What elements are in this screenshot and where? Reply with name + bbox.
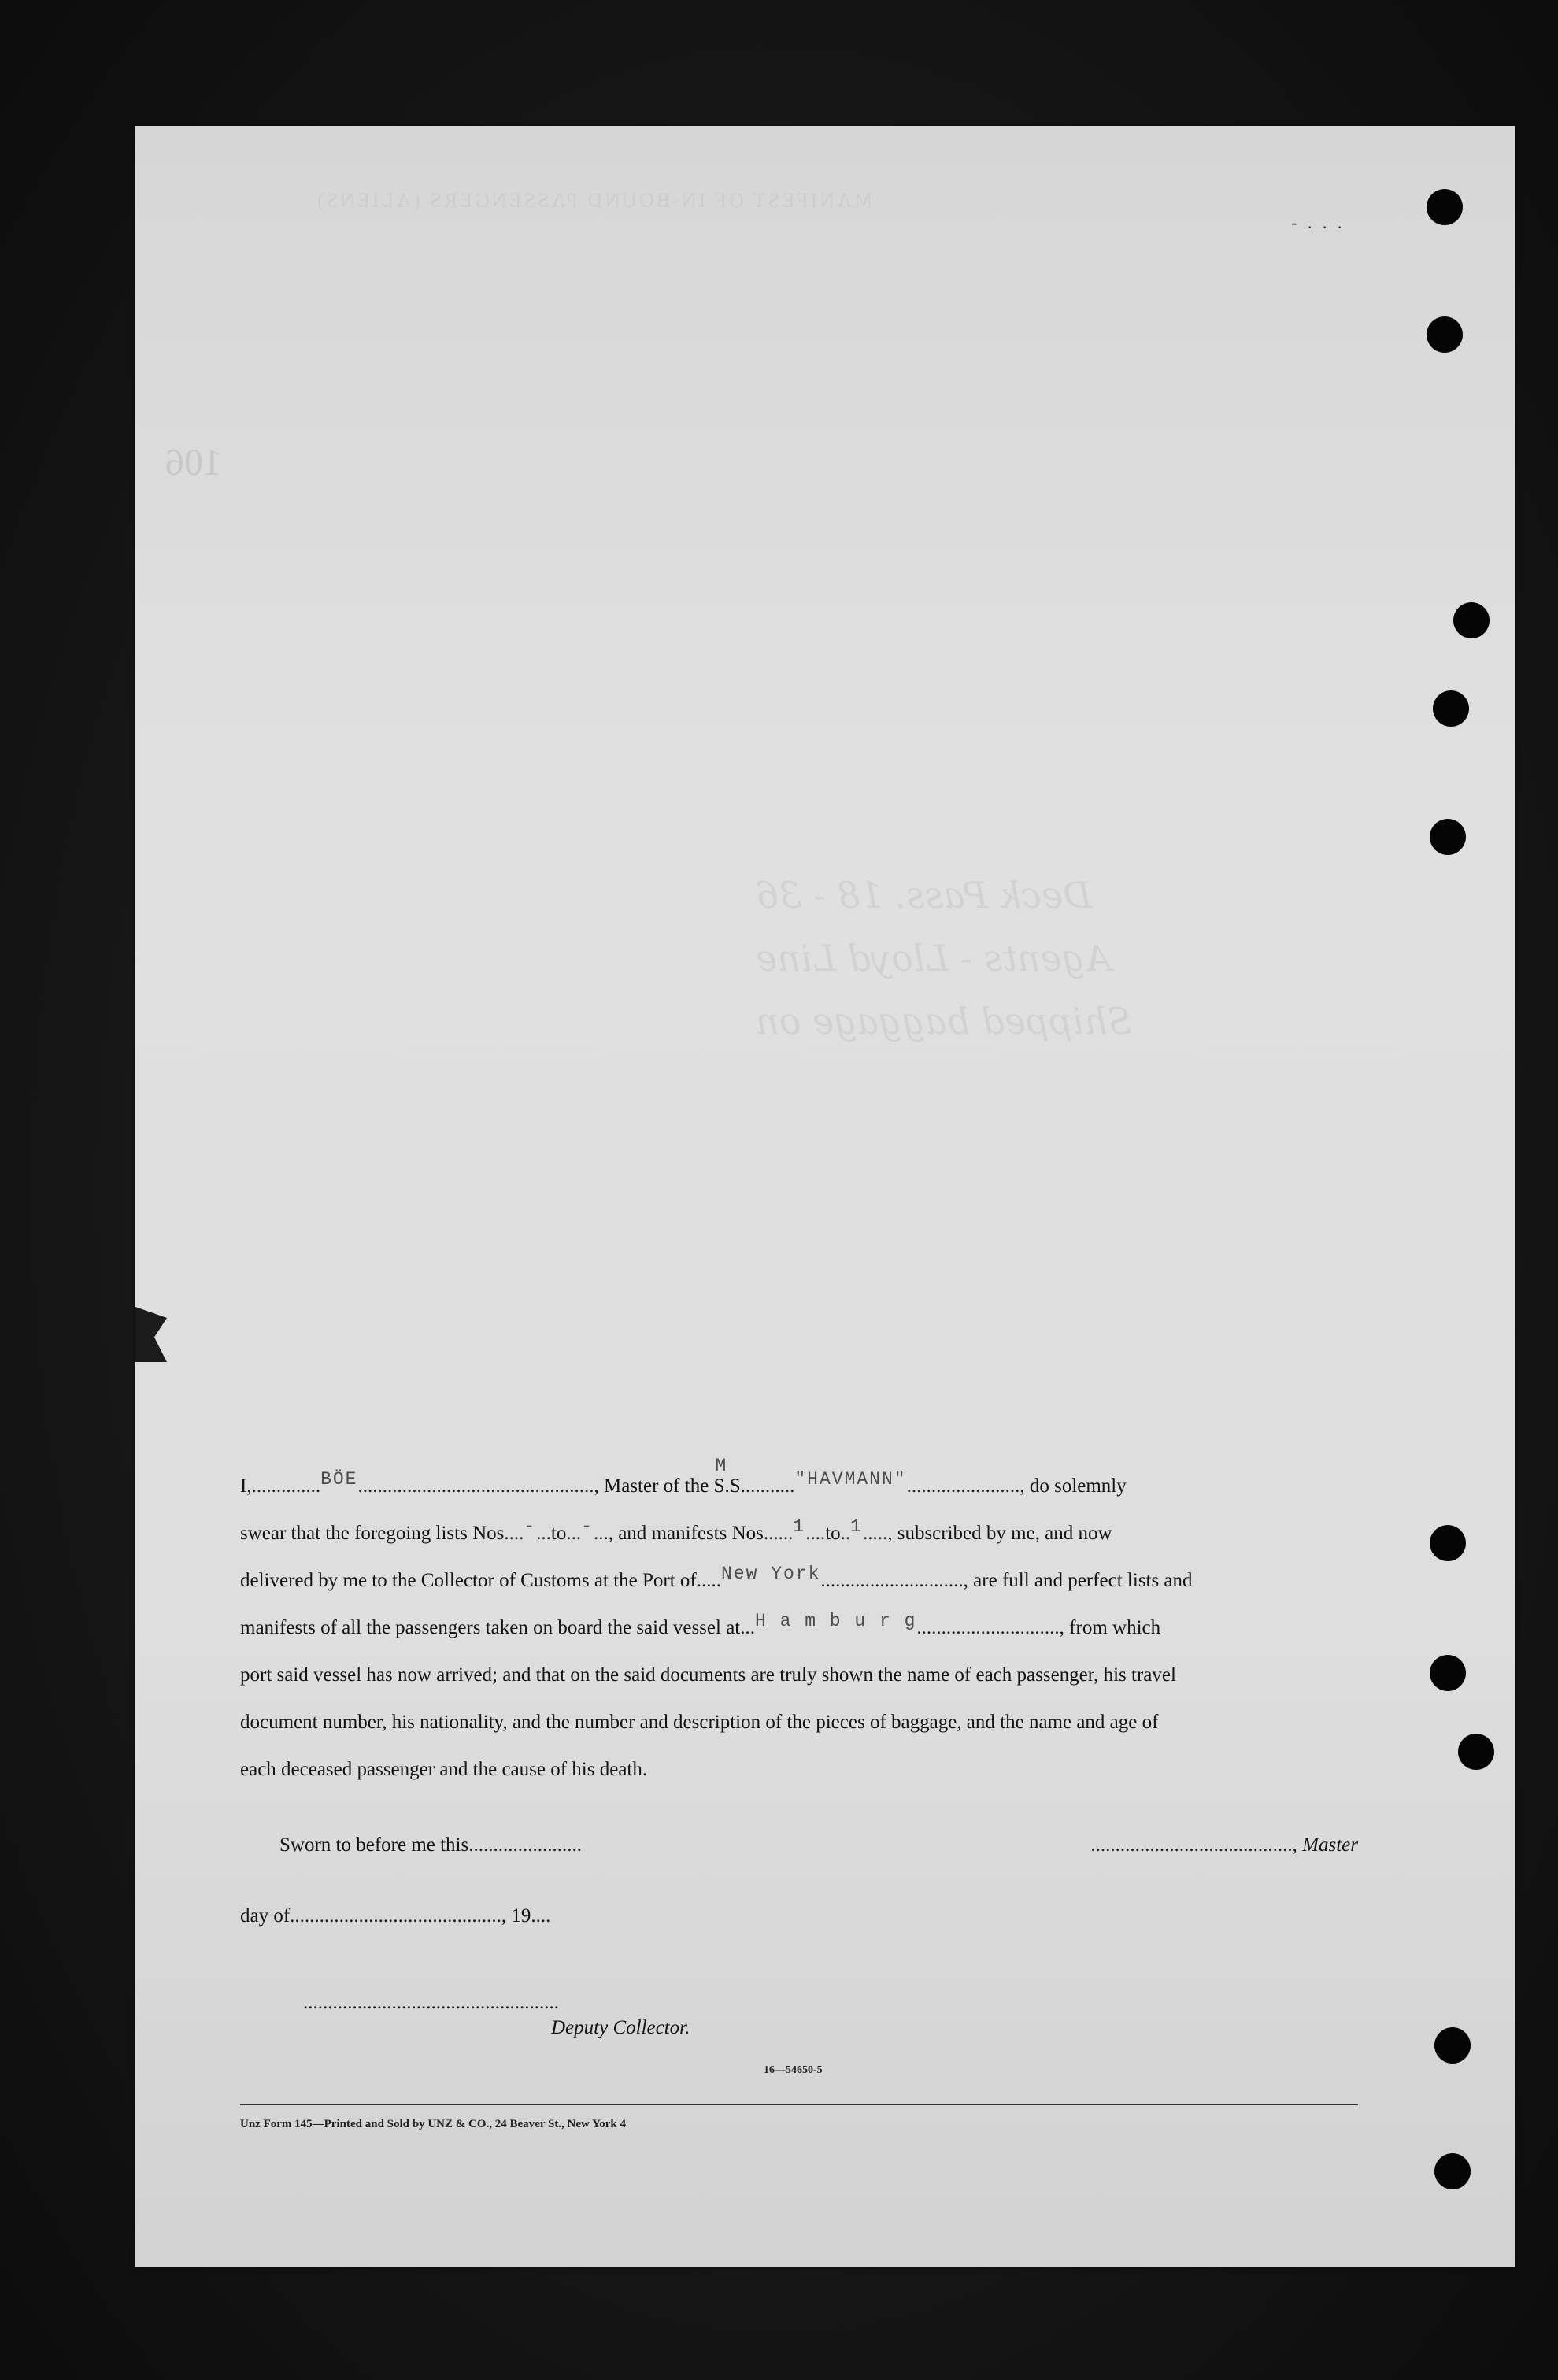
deputy-signature-line: .................................................... <box>303 1992 559 2013</box>
punch-hole <box>1458 1734 1494 1770</box>
master-name-field: BÖE <box>320 1469 358 1490</box>
oath-line-7 <box>240 1746 1358 1793</box>
oath-text: , Master of the <box>594 1475 709 1497</box>
oath-text: swear that the foregoing lists Nos. <box>240 1523 509 1544</box>
oath-line-5 <box>240 1652 1358 1699</box>
corner-mark: - . . . <box>1291 213 1345 232</box>
master-signature-line: ........................................., Master <box>1090 1834 1358 1856</box>
bleed-through-handwriting: Shipped baggage on <box>756 1000 1132 1042</box>
manifest-page <box>135 126 1515 2267</box>
punch-hole <box>1427 316 1463 353</box>
manifest-from-field: 1 <box>793 1516 806 1537</box>
sworn-line: Sworn to before me this....................... <box>279 1834 582 1856</box>
port-field: New York <box>721 1564 821 1584</box>
oath-text: , and manifests Nos. <box>608 1523 769 1544</box>
punch-hole <box>1434 2027 1471 2064</box>
oath-text: , from which <box>1059 1617 1161 1638</box>
punch-hole <box>1430 819 1466 855</box>
bleed-through-header: MANIFEST OF IN-BOUND PASSENGERS (ALIENS) <box>315 189 872 212</box>
oath-text: delivered by me to the Collector of Customs at the Port of <box>240 1570 697 1591</box>
oath-text: to <box>825 1523 841 1544</box>
form-code: 16—54650-5 <box>764 2064 823 2076</box>
bleed-through-number: 106 <box>165 442 222 483</box>
oath-text: port said vessel has now arrived; and that on the said documents are truly shown the name of each passenger, his travel <box>240 1664 1176 1686</box>
oath-paragraph <box>240 1456 1358 1793</box>
vessel-name-field: "HAVMANN" <box>794 1469 907 1490</box>
bleed-through-handwriting: Agents - Lloyd Line <box>756 937 1112 979</box>
punch-hole <box>1433 690 1469 727</box>
manifest-to-field: 1 <box>850 1516 863 1537</box>
oath-text: , subscribed by me, and now <box>887 1523 1112 1544</box>
punch-hole <box>1434 2153 1471 2189</box>
vessel-type: S.S. <box>713 1475 746 1497</box>
punch-hole <box>1430 1525 1466 1561</box>
oath-text: , do solemnly <box>1020 1475 1127 1497</box>
deputy-collector-label: Deputy Collector. <box>551 2017 690 2038</box>
oath-line-6 <box>240 1699 1358 1746</box>
lists-to-field: - <box>581 1516 594 1537</box>
punch-hole <box>1427 189 1463 225</box>
oath-text: I, <box>240 1475 252 1497</box>
oath-line-1: I,..............BÖE................................................, Master of the M S.S..........."HAVMANN"......................., do solemnly <box>240 1463 1358 1510</box>
bleed-through-handwriting: Deck Pass. 18 - 36 <box>756 874 1092 916</box>
oath-text: each deceased passenger and the cause of his death. <box>240 1759 648 1780</box>
oath-text: manifests of all the passengers taken on board the said vessel at <box>240 1617 741 1638</box>
year-prefix: , 19 <box>501 1905 531 1927</box>
punch-hole <box>1430 1655 1466 1691</box>
departure-port-field: H a m b u r g <box>754 1611 917 1631</box>
oath-text: to <box>550 1523 567 1544</box>
lists-from-field: - <box>524 1516 537 1537</box>
printer-imprint: Unz Form 145—Printed and Sold by UNZ & CO., 24 Beaver St., New York 4 <box>240 2118 626 2130</box>
footer-rule <box>240 2104 1358 2105</box>
master-label: Master <box>1302 1834 1358 1856</box>
day-of-line: day of..........................................., 19.... <box>240 1905 551 1927</box>
punch-hole <box>1453 602 1490 638</box>
oath-text: document number, his nationality, and the number and description of the pieces of baggage, and the name and age of <box>240 1712 1159 1733</box>
vessel-type-overstrike: M <box>715 1456 728 1476</box>
sworn-text: Sworn to before me this <box>279 1834 469 1856</box>
oath-line-4: manifests of all the passengers taken on board the said vessel at...H a m b u r g............................., from which <box>240 1611 1161 1638</box>
oath-line-2: swear that the foregoing lists Nos....-...to...-..., and manifests Nos......1....to..1....., subscribed by me, and now <box>240 1516 1112 1544</box>
oath-text: , are full and perfect lists and <box>963 1570 1193 1591</box>
day-of-text: day of <box>240 1905 291 1927</box>
oath-line-3: delivered by me to the Collector of Customs at the Port of.....New York............................., are full and perfect lists and <box>240 1564 1193 1591</box>
